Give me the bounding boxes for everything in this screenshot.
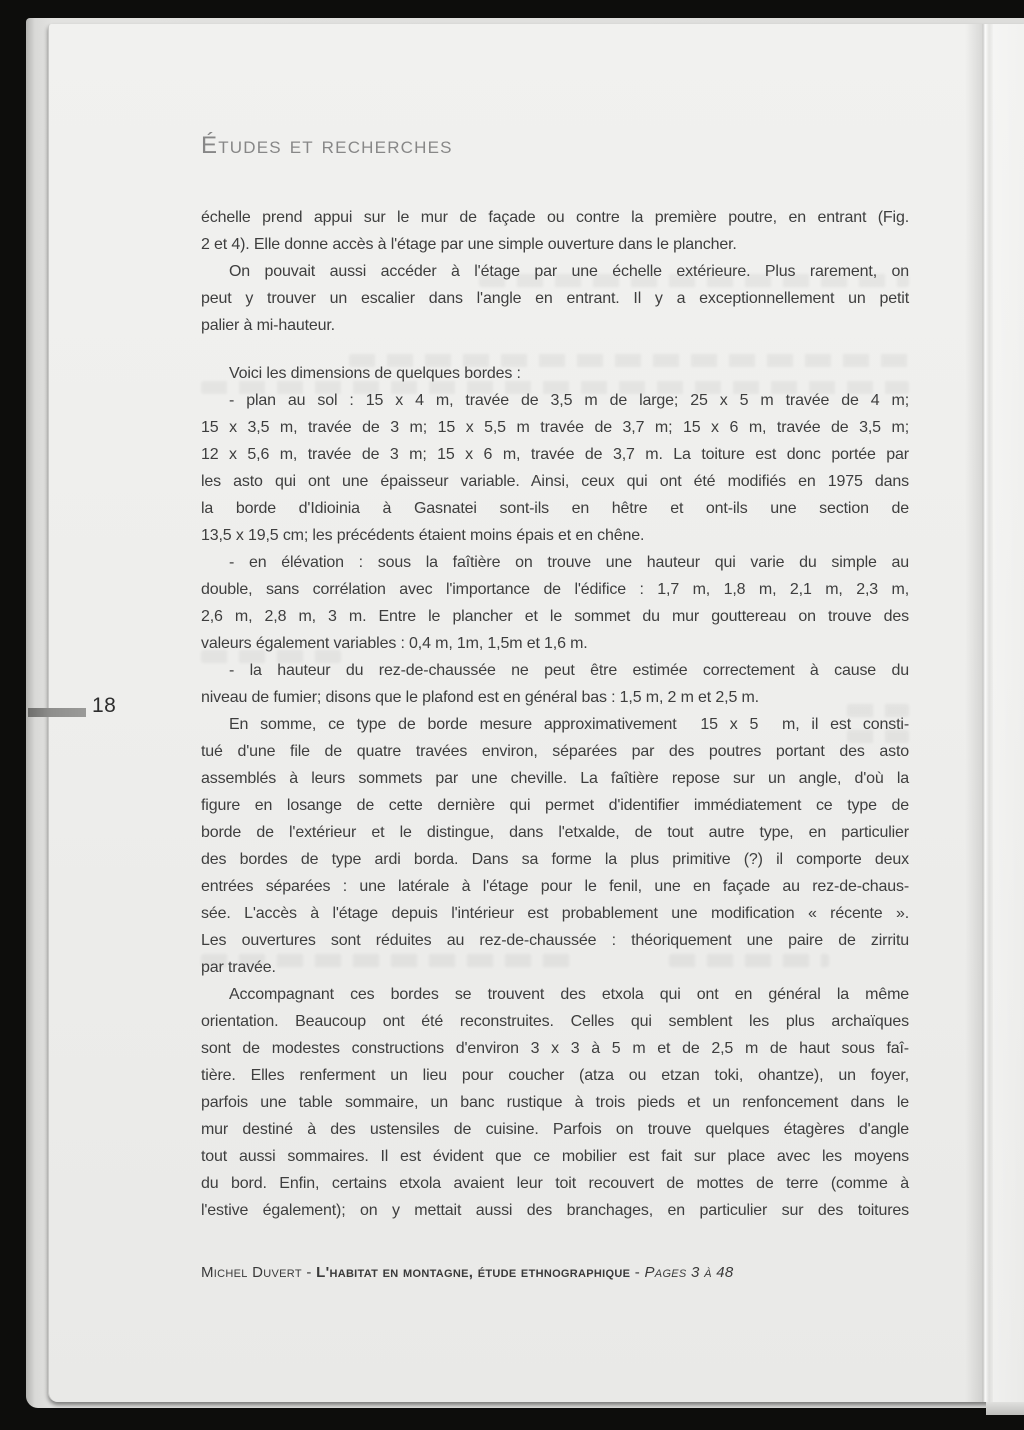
footer-title: L'habitat en montagne, étude ethnographique — [316, 1264, 631, 1281]
text-line: palier à mi-hauteur. — [201, 317, 335, 334]
text-line: la borde d'Idioinia à Gasnatei sont-ils en hêtre et ont-ils une section de — [201, 500, 909, 517]
running-header: Études et recherches — [201, 132, 453, 159]
footer-pages: Pages 3 à 48 — [644, 1264, 734, 1281]
text-line: échelle prend appui sur le mur de façade ou contre la première poutre, en entrant (Fig. — [201, 209, 909, 226]
text-line: niveau de fumier; disons que le plafond est en général bas : 1,5 m, 2 m et 2,5 m. — [201, 689, 759, 706]
page-number-bar — [28, 708, 86, 717]
text-line: double, sans corrélation avec l'importance de l'édifice : 1,7 m, 1,8 m, 2,1 m, 2,3 m, — [201, 581, 909, 598]
text-line: entrées séparées : une latérale à l'étage pour le fenil, une en façade au rez-de-chaus- — [201, 878, 909, 895]
text-line: figure en losange de cette dernière qui permet d'identifier immédiatement ce type de — [201, 797, 909, 814]
text-line: sont de modestes constructions d'environ 3 x 3 à 5 m et de 2,5 m de haut sous faî- — [201, 1040, 909, 1057]
body-text — [201, 204, 909, 1224]
footer-separator: - — [306, 1264, 312, 1281]
book-page — [48, 24, 1024, 1402]
text-line: En somme, ce type de borde mesure approximativement 15 x 5 m, il est consti- — [229, 716, 909, 733]
footer-author: Michel Duvert — [201, 1264, 302, 1281]
text-line: par travée. — [201, 959, 276, 976]
text-line: assemblés à leurs sommets par une cheville. La faîtière repose sur un angle, d'où la — [201, 770, 909, 787]
text-line: 2 et 4). Elle donne accès à l'étage par une simple ouverture dans le plancher. — [201, 236, 737, 253]
text-line: On pouvait aussi accéder à l'étage par une échelle extérieure. Plus rarement, on — [229, 263, 909, 280]
text-line: 15 x 3,5 m, travée de 3 m; 15 x 5,5 m travée de 3,7 m; 15 x 6 m, travée de 3,5 m; — [201, 419, 909, 436]
text-line: tière. Elles renferment un lieu pour coucher (atza ou etzan toki, ohantze), un foyer, — [201, 1067, 909, 1084]
footer-separator: - — [634, 1264, 641, 1281]
text-line: 2,6 m, 2,8 m, 3 m. Entre le plancher et le sommet du mur gouttereau on trouve des — [201, 608, 909, 625]
text-line: 12 x 5,6 m, travée de 3 m; 15 x 6 m, travée de 3,7 m. La toiture est donc portée par — [201, 446, 909, 463]
page-stack-edge — [986, 1402, 1024, 1415]
text-line: 13,5 x 19,5 cm; les précédents étaient moins épais et en chêne. — [201, 527, 645, 544]
text-line: Accompagnant ces bordes se trouvent des etxola qui ont en général la même — [229, 986, 909, 1003]
text-line: Voici les dimensions de quelques bordes : — [229, 365, 521, 382]
text-line: peut y trouver un escalier dans l'angle en entrant. Il y a exceptionnellement un petit — [201, 290, 909, 307]
text-line: des bordes de type ardi borda. Dans sa forme la plus primitive (?) il comporte deux — [201, 851, 909, 868]
text-line: - plan au sol : 15 x 4 m, travée de 3,5 m de large; 25 x 5 m travée de 4 m; — [229, 392, 909, 409]
text-line: l'estive également); on y mettait aussi des branchages, en particulier sur des toitures — [201, 1202, 909, 1219]
text-line: sée. L'accès à l'étage depuis l'intérieur est probablement une modification « récente ». — [201, 905, 909, 922]
text-line: borde de l'extérieur et le distingue, dans l'etxalde, de tout autre type, en particulier — [201, 824, 909, 841]
text-line: Les ouvertures sont réduites au rez-de-chaussée : théoriquement une paire de zirritu — [201, 932, 909, 949]
text-line: - en élévation : sous la faîtière on trouve une hauteur qui varie du simple au — [229, 554, 909, 571]
text-line: mur destiné à des ustensiles de cuisine. Parfois on trouve quelques étagères d'angle — [201, 1121, 909, 1138]
text-line: du bord. Enfin, certains etxola avaient leur toit recouvert de mottes de terre (comme à — [201, 1175, 909, 1192]
text-line: - la hauteur du rez-de-chaussée ne peut être estimée correctement à cause du — [229, 662, 909, 679]
text-line: les asto qui ont une épaisseur variable. Ainsi, ceux qui ont été modifiés en 1975 dans — [201, 473, 909, 490]
footer — [201, 1264, 909, 1281]
gutter-fold — [965, 24, 993, 1402]
text-line: valeurs également variables : 0,4 m, 1m, 1,5m et 1,6 m. — [201, 635, 588, 652]
text-line: tué d'une file de quatre travées environ, séparées par des poutres portant des asto — [201, 743, 909, 760]
text-line: tout aussi sommaires. Il est évident que ce mobilier est fait sur place avec les moyens — [201, 1148, 909, 1165]
text-line: parfois une table sommaire, un banc rustique à trois pieds et un renfoncement dans le — [201, 1094, 909, 1111]
text-line: orientation. Beaucoup ont été reconstruites. Celles qui semblent les plus archaïques — [201, 1013, 909, 1030]
page-number: 18 — [92, 694, 117, 717]
facing-page-edge — [993, 24, 1024, 1402]
